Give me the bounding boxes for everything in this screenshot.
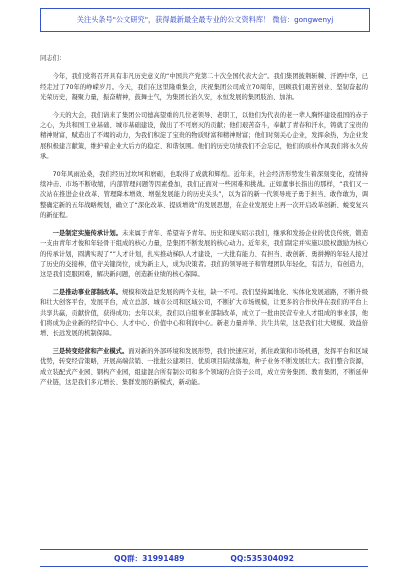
paragraph-1 [40, 72, 368, 103]
qq-text: QQ:535304092 [230, 553, 294, 563]
paragraph-6 [40, 347, 368, 389]
paragraph-5-text: 规模和效益是发展的两个支柱，缺一不可。我们坚持属地化、实体化发展道路，不断升级和壮大创客平台，发展平台，成立总部、城市公司和区域公司，不断扩大市场规模，让更多的合作伙伴在我们的平台上共享共赢，贡献价值，获得成功；去年以来，我们以自组事业部制改革，成立了一批由民营专业人才组成的事业部，他们将成为企业新的经营中心、人才中心、价值中心和利润中心。新老力量并举、共生共荣，这是我们壮大规模、效益倍增、长远发展的机制保障。 [40, 288, 369, 338]
paragraph-3 [40, 170, 368, 222]
paragraph-5 [40, 288, 368, 340]
paragraph-2 [40, 111, 368, 163]
contact-footer [40, 549, 368, 567]
paragraph-6-heading: 三是转变经营和产业模式。 [52, 347, 129, 355]
paragraph-3-text: 70年风雨沧桑，我们经历过坎坷和磨砺，也取得了成就和辉煌。近年来，社会经济形势发生着深刻变化，疫情持续冲击、市场不断收缩，内部管理问题等因素叠加，我们正面对一些困难和挑战。正如董事长指出的那样，“我们又一次站在推进企业改革、管理降本增效、增强发展能力的历史关头”，以为首的新一代领导班子勇于担当、敢作敢为，调整确定新的五年战略规划，确立了“深化改革、提质增效”的发展思想，在企业发展史上再一次开启改革创新、蜕变复兴的新征程。 [40, 170, 368, 220]
speech-body [40, 54, 368, 395]
paragraph-6-text: 面对新的外部环境和发展形势，我们快速应对，抓住政策和市场机遇，发挥平台和区域优势，转变经营策略，开展高端营销、一批批公建项目、优质项目陆续落地，种子业务不断发展壮大；我们整合资源，成立装配式产业园、钢构产业园，组建混合所有制公司和多个领域的合资子公司，成立劳务集团、教育集团，不断延伸产业链，这是我们多元增长、集群发展的新模式，新动能。 [40, 347, 369, 386]
paragraph-4-heading: 一是制定实施传承计划。 [52, 229, 122, 237]
paragraph-2-text: 今天的大会，我们请来了集团公司德高望重的几位老领导、老职工，以他们为代表的老一辈人胸怀建设祖国的赤子之心，为共和国工业基础、城市基础建设，做出了不可磨灭的贡献；他们艰苦奋斗，奉献了青春和汗水，铸就了宝贵的精神财富，赋造出了不竭的动力，为我们积淀了宝贵的物质财富和精神财富；他们时刻关心企业，发挥余热，为企业发展积极建言献策，维护着企业大后方的稳定、和谐氛围。他们的历史功绩我们不会忘记，他们的质朴作风我们将永久传承。 [40, 111, 368, 161]
paragraph-4 [40, 229, 368, 281]
paragraph-1-text: 今年，我们党将召开具有非凡历史意义的“中国共产党第二十次全国代表大会”。我们集团披荆斩棘、汗洒中华，已经走过了70年的峥嵘岁月。今天，我们在这里隆重集会，庆祝集团公司成立70周年，回顾我们艰苦创业、坚韧奋起的光荣历史，凝聚力量，振奋精神，鼓舞士气，为集团长治久安，永恒发展的集团肢治、加油。 [40, 73, 368, 102]
paragraph-5-heading: 二是推动事业部制改革。 [52, 288, 122, 296]
salutation: 同志们： [40, 55, 66, 62]
qq-group-text: QQ群：31991489 [114, 553, 185, 563]
promo-banner[interactable]: 关注头条号"公文研究"，获得最新最全最专业的公文资料库！ 微信：gongwenyj [40, 8, 370, 32]
paragraph-4-text: 未来属于青年、希望寄予青年。历史和现实昭示我们，继承和发扬企业的优良传统，锻造一支由青年才俊和年轻骨干组成的核心力量，是集团不断发展的核心动力。近年来，我们制定并实施以股权激励为核心的传承计划，圆满实现了“”人才计划，扎实推动梯队人才建设，一大批有能力、有担当、敢创新、勇拼搏的年轻人接过了历史的交接棒，值守关键岗位，成为新主人，成为决策者。我们的领导班子和管理团队年轻化，有活力，有创造力，这是我们克服困难，解决新问题，创造新业绩的核心保障。 [40, 229, 369, 279]
